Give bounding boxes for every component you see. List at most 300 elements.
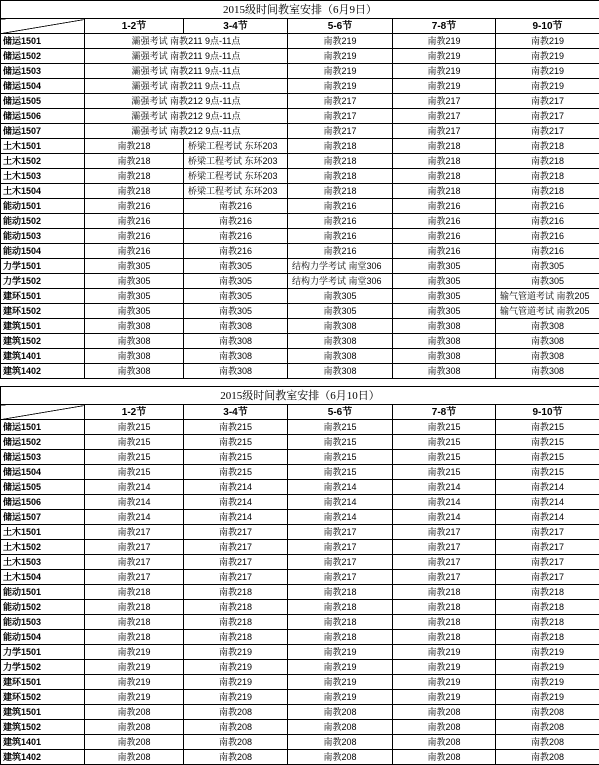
class-name-cell: 土木1501 (1, 139, 85, 154)
period-header: 3-4节 (184, 19, 288, 34)
room-cell: 南教305 (288, 289, 393, 304)
room-cell: 南教215 (184, 435, 288, 450)
class-name-cell: 建筑1401 (1, 735, 85, 750)
room-cell: 灞强考试 南教211 9点-11点 (85, 34, 288, 49)
room-cell: 南教218 (393, 139, 496, 154)
room-cell: 南教219 (288, 34, 393, 49)
room-cell: 南教308 (393, 364, 496, 379)
room-cell: 南教208 (393, 720, 496, 735)
room-cell: 南教216 (496, 199, 599, 214)
table-row (1, 184, 599, 199)
class-name-cell: 建环1501 (1, 675, 85, 690)
room-cell: 南教219 (184, 675, 288, 690)
class-name-cell: 能动1503 (1, 229, 85, 244)
room-cell: 南教219 (288, 660, 393, 675)
room-cell: 桥梁工程考试 东环203 (184, 184, 288, 199)
room-cell: 南教218 (288, 169, 393, 184)
room-cell: 南教208 (496, 705, 599, 720)
room-cell: 南教219 (288, 64, 393, 79)
room-cell: 南教217 (184, 540, 288, 555)
room-cell: 南教208 (184, 735, 288, 750)
room-cell: 南教216 (288, 244, 393, 259)
class-name-cell: 储运1505 (1, 94, 85, 109)
room-cell: 南教308 (184, 349, 288, 364)
table-row (1, 555, 599, 570)
room-cell: 南教305 (288, 304, 393, 319)
room-cell: 南教217 (85, 525, 184, 540)
class-name-cell: 建筑1401 (1, 349, 85, 364)
class-name-cell: 储运1505 (1, 480, 85, 495)
room-cell: 南教219 (393, 79, 496, 94)
room-cell: 南教217 (288, 555, 393, 570)
room-cell: 南教219 (496, 34, 599, 49)
room-cell: 南教305 (393, 289, 496, 304)
room-cell: 南教216 (184, 229, 288, 244)
class-name-cell: 储运1506 (1, 109, 85, 124)
period-header: 3-4节 (184, 405, 288, 420)
room-cell: 南教217 (496, 109, 599, 124)
room-cell: 南教219 (393, 690, 496, 705)
room-cell: 南教219 (393, 645, 496, 660)
title-row (1, 1, 599, 19)
room-cell: 南教216 (288, 214, 393, 229)
room-cell: 南教219 (288, 690, 393, 705)
room-cell: 南教218 (496, 600, 599, 615)
room-cell: 南教215 (288, 465, 393, 480)
room-cell: 南教217 (496, 570, 599, 585)
room-cell: 南教217 (288, 109, 393, 124)
class-name-cell: 能动1504 (1, 630, 85, 645)
room-cell: 南教216 (393, 214, 496, 229)
table-row (1, 274, 599, 289)
room-cell: 南教217 (184, 555, 288, 570)
room-cell: 结构力学考试 南堂306 (288, 274, 393, 289)
class-name-cell: 土木1504 (1, 184, 85, 199)
room-cell: 南教217 (393, 525, 496, 540)
table-row (1, 675, 599, 690)
room-cell: 南教218 (85, 600, 184, 615)
table-row (1, 94, 599, 109)
room-cell: 南教217 (288, 540, 393, 555)
room-cell: 南教215 (85, 420, 184, 435)
room-cell: 南教308 (85, 364, 184, 379)
class-name-cell: 储运1503 (1, 450, 85, 465)
room-cell: 南教217 (85, 555, 184, 570)
room-cell: 南教217 (496, 94, 599, 109)
room-cell: 南教305 (85, 304, 184, 319)
room-cell: 南教214 (85, 495, 184, 510)
room-cell: 南教218 (85, 169, 184, 184)
room-cell: 南教308 (496, 334, 599, 349)
room-cell: 南教216 (496, 244, 599, 259)
table-row (1, 480, 599, 495)
room-cell: 南教218 (288, 139, 393, 154)
room-cell: 南教208 (85, 705, 184, 720)
table-row (1, 705, 599, 720)
room-cell: 南教215 (85, 450, 184, 465)
room-cell: 南教219 (496, 79, 599, 94)
room-cell: 南教305 (184, 259, 288, 274)
room-cell: 南教217 (288, 570, 393, 585)
room-cell: 南教216 (288, 229, 393, 244)
table-row (1, 420, 599, 435)
room-cell: 南教219 (184, 660, 288, 675)
table-row (1, 510, 599, 525)
room-cell: 南教215 (184, 465, 288, 480)
room-cell: 南教217 (393, 109, 496, 124)
table-row (1, 214, 599, 229)
table-row (1, 570, 599, 585)
room-cell: 南教308 (393, 319, 496, 334)
room-cell: 南教219 (496, 49, 599, 64)
room-cell: 南教219 (85, 660, 184, 675)
room-cell: 南教305 (184, 289, 288, 304)
room-cell: 南教215 (496, 450, 599, 465)
table-row (1, 304, 599, 319)
room-cell: 南教217 (288, 94, 393, 109)
room-cell: 南教305 (393, 304, 496, 319)
header-row (1, 405, 599, 420)
class-name-cell: 建环1501 (1, 289, 85, 304)
room-cell: 南教214 (184, 495, 288, 510)
room-cell: 桥梁工程考试 东环203 (184, 154, 288, 169)
room-cell: 南教219 (184, 690, 288, 705)
table-row (1, 465, 599, 480)
room-cell: 南教218 (288, 600, 393, 615)
room-cell: 南教217 (393, 570, 496, 585)
room-cell: 灞强考试 南教212 9点-11点 (85, 124, 288, 139)
room-cell: 灞强考试 南教212 9点-11点 (85, 94, 288, 109)
room-cell: 桥梁工程考试 东环203 (184, 139, 288, 154)
room-cell: 南教215 (496, 420, 599, 435)
room-cell: 南教218 (184, 630, 288, 645)
room-cell: 南教218 (85, 630, 184, 645)
room-cell: 南教308 (184, 364, 288, 379)
table-row (1, 169, 599, 184)
room-cell: 南教218 (288, 154, 393, 169)
room-cell: 南教308 (85, 349, 184, 364)
table-row (1, 540, 599, 555)
room-cell: 南教218 (496, 184, 599, 199)
title-row (1, 387, 599, 405)
room-cell: 南教217 (184, 525, 288, 540)
table-row (1, 319, 599, 334)
room-cell: 南教208 (288, 735, 393, 750)
class-name-cell: 储运1506 (1, 495, 85, 510)
room-cell: 南教308 (85, 319, 184, 334)
table-row (1, 124, 599, 139)
room-cell: 南教219 (288, 675, 393, 690)
room-cell: 南教218 (496, 154, 599, 169)
room-cell: 南教208 (288, 750, 393, 765)
room-cell: 南教217 (288, 525, 393, 540)
room-cell: 南教216 (85, 214, 184, 229)
table-row (1, 259, 599, 274)
room-cell: 南教218 (85, 615, 184, 630)
room-cell: 南教305 (393, 259, 496, 274)
table-row (1, 585, 599, 600)
room-cell: 南教215 (184, 420, 288, 435)
room-cell: 南教215 (496, 435, 599, 450)
room-cell: 南教218 (393, 169, 496, 184)
class-name-cell: 土木1501 (1, 525, 85, 540)
room-cell: 南教219 (393, 675, 496, 690)
class-name-cell: 土木1504 (1, 570, 85, 585)
table-title: 2015级时间教室安排（6月10日） (1, 387, 599, 405)
class-name-cell: 储运1504 (1, 465, 85, 480)
table-row (1, 450, 599, 465)
room-cell: 南教208 (496, 735, 599, 750)
class-name-cell: 储运1507 (1, 124, 85, 139)
room-cell: 南教218 (393, 585, 496, 600)
room-cell: 南教216 (184, 199, 288, 214)
table-row (1, 229, 599, 244)
room-cell: 南教208 (496, 720, 599, 735)
room-cell: 南教216 (393, 229, 496, 244)
table-row (1, 199, 599, 214)
room-cell: 南教215 (288, 450, 393, 465)
table-row (1, 660, 599, 675)
room-cell: 南教214 (393, 480, 496, 495)
room-cell: 南教308 (288, 334, 393, 349)
room-cell: 南教219 (496, 660, 599, 675)
room-cell: 南教216 (85, 199, 184, 214)
table-row (1, 334, 599, 349)
room-cell: 南教214 (393, 510, 496, 525)
room-cell: 南教219 (393, 660, 496, 675)
room-cell: 南教217 (496, 124, 599, 139)
room-cell: 南教216 (288, 199, 393, 214)
class-name-cell: 土木1503 (1, 169, 85, 184)
class-name-cell: 力学1502 (1, 274, 85, 289)
room-cell: 南教216 (393, 199, 496, 214)
table-row (1, 289, 599, 304)
room-cell: 南教305 (496, 259, 599, 274)
room-cell: 结构力学考试 南堂306 (288, 259, 393, 274)
corner-header-cell (1, 19, 85, 34)
room-cell: 南教218 (85, 139, 184, 154)
table-row (1, 690, 599, 705)
room-cell: 南教216 (393, 244, 496, 259)
room-cell: 南教208 (85, 720, 184, 735)
room-cell: 南教219 (496, 645, 599, 660)
room-cell: 南教219 (184, 645, 288, 660)
room-cell: 南教214 (288, 495, 393, 510)
room-cell: 南教208 (184, 750, 288, 765)
class-name-cell: 土木1503 (1, 555, 85, 570)
table-title: 2015级时间教室安排（6月9日） (1, 1, 599, 19)
table-row (1, 79, 599, 94)
room-cell: 南教214 (184, 510, 288, 525)
class-name-cell: 力学1501 (1, 259, 85, 274)
room-cell: 南教219 (393, 34, 496, 49)
period-header: 7-8节 (393, 405, 496, 420)
class-name-cell: 能动1504 (1, 244, 85, 259)
room-cell: 南教218 (184, 615, 288, 630)
period-header: 5-6节 (288, 405, 393, 420)
room-cell: 南教308 (184, 319, 288, 334)
class-name-cell: 储运1503 (1, 64, 85, 79)
table-row (1, 34, 599, 49)
room-cell: 南教215 (393, 420, 496, 435)
class-name-cell: 土木1502 (1, 540, 85, 555)
schedule-body-june-10 (1, 387, 599, 765)
room-cell: 南教218 (393, 630, 496, 645)
room-cell: 灞强考试 南教211 9点-11点 (85, 79, 288, 94)
room-cell: 南教208 (288, 705, 393, 720)
room-cell: 南教218 (496, 169, 599, 184)
table-row (1, 615, 599, 630)
table-row (1, 139, 599, 154)
header-row (1, 19, 599, 34)
class-name-cell: 建环1502 (1, 690, 85, 705)
room-cell: 南教208 (393, 750, 496, 765)
room-cell: 南教218 (496, 585, 599, 600)
room-cell: 南教217 (393, 124, 496, 139)
table-row (1, 645, 599, 660)
room-cell: 南教208 (393, 735, 496, 750)
table-row (1, 244, 599, 259)
room-cell: 南教308 (288, 319, 393, 334)
room-cell: 南教219 (288, 79, 393, 94)
table-row (1, 109, 599, 124)
room-cell: 南教217 (393, 540, 496, 555)
room-cell: 南教218 (288, 585, 393, 600)
room-cell: 南教215 (184, 450, 288, 465)
room-cell: 灞强考试 南教211 9点-11点 (85, 49, 288, 64)
room-cell: 南教305 (184, 274, 288, 289)
room-cell: 南教218 (288, 184, 393, 199)
table-row (1, 64, 599, 79)
schedule-table-june-9 (0, 0, 599, 379)
room-cell: 南教218 (184, 600, 288, 615)
class-name-cell: 能动1502 (1, 214, 85, 229)
room-cell: 南教208 (288, 720, 393, 735)
room-cell: 南教308 (393, 334, 496, 349)
room-cell: 南教217 (85, 570, 184, 585)
class-name-cell: 建筑1501 (1, 705, 85, 720)
room-cell: 南教214 (496, 480, 599, 495)
room-cell: 南教214 (496, 510, 599, 525)
room-cell: 南教219 (393, 49, 496, 64)
class-name-cell: 储运1501 (1, 34, 85, 49)
period-header: 9-10节 (496, 405, 599, 420)
room-cell: 南教217 (85, 540, 184, 555)
table-row (1, 349, 599, 364)
class-name-cell: 建筑1502 (1, 720, 85, 735)
room-cell: 南教215 (85, 465, 184, 480)
room-cell: 南教214 (496, 495, 599, 510)
room-cell: 南教217 (496, 525, 599, 540)
room-cell: 南教308 (288, 364, 393, 379)
room-cell: 灞强考试 南教212 9点-11点 (85, 109, 288, 124)
class-name-cell: 能动1503 (1, 615, 85, 630)
room-cell: 南教214 (288, 510, 393, 525)
room-cell: 南教219 (85, 690, 184, 705)
room-cell: 南教305 (184, 304, 288, 319)
room-cell: 南教305 (85, 289, 184, 304)
room-cell: 南教305 (393, 274, 496, 289)
room-cell: 南教219 (496, 690, 599, 705)
room-cell: 南教214 (85, 510, 184, 525)
room-cell: 南教219 (85, 645, 184, 660)
room-cell: 南教214 (288, 480, 393, 495)
room-cell: 南教215 (393, 435, 496, 450)
schedule-body-june-9 (1, 1, 599, 379)
room-cell: 南教215 (496, 465, 599, 480)
room-cell: 南教208 (496, 750, 599, 765)
table-row (1, 154, 599, 169)
class-name-cell: 建筑1402 (1, 364, 85, 379)
period-header: 1-2节 (85, 405, 184, 420)
corner-header-cell (1, 405, 85, 420)
room-cell: 南教308 (393, 349, 496, 364)
class-name-cell: 储运1504 (1, 79, 85, 94)
room-cell: 南教219 (393, 64, 496, 79)
class-name-cell: 力学1502 (1, 660, 85, 675)
table-row (1, 750, 599, 765)
room-cell: 南教215 (85, 435, 184, 450)
room-cell: 南教216 (85, 244, 184, 259)
period-header: 9-10节 (496, 19, 599, 34)
period-header: 5-6节 (288, 19, 393, 34)
table-row (1, 735, 599, 750)
class-name-cell: 储运1501 (1, 420, 85, 435)
room-cell: 南教308 (496, 319, 599, 334)
room-cell: 南教218 (288, 615, 393, 630)
class-name-cell: 建筑1502 (1, 334, 85, 349)
room-cell: 南教305 (85, 274, 184, 289)
room-cell: 南教216 (184, 244, 288, 259)
room-cell: 输气管道考试 南教205 (496, 304, 599, 319)
room-cell: 南教217 (393, 555, 496, 570)
room-cell: 灞强考试 南教211 9点-11点 (85, 64, 288, 79)
room-cell: 南教308 (184, 334, 288, 349)
table-row (1, 525, 599, 540)
room-cell: 南教308 (496, 349, 599, 364)
class-name-cell: 储运1502 (1, 49, 85, 64)
room-cell: 南教214 (184, 480, 288, 495)
room-cell: 南教218 (85, 154, 184, 169)
room-cell: 南教218 (288, 630, 393, 645)
room-cell: 南教305 (85, 259, 184, 274)
room-cell: 南教218 (496, 615, 599, 630)
room-cell: 南教219 (288, 645, 393, 660)
room-cell: 南教218 (85, 184, 184, 199)
class-name-cell: 土木1502 (1, 154, 85, 169)
room-cell: 南教305 (496, 274, 599, 289)
room-cell: 南教218 (393, 184, 496, 199)
room-cell: 南教217 (393, 94, 496, 109)
room-cell: 南教215 (288, 435, 393, 450)
room-cell: 南教218 (496, 139, 599, 154)
room-cell: 南教216 (496, 229, 599, 244)
room-cell: 南教214 (393, 495, 496, 510)
room-cell: 南教217 (288, 124, 393, 139)
table-row (1, 600, 599, 615)
table-row (1, 630, 599, 645)
room-cell: 南教308 (85, 334, 184, 349)
table-row (1, 495, 599, 510)
room-cell: 南教214 (85, 480, 184, 495)
table-row (1, 364, 599, 379)
room-cell: 南教217 (496, 540, 599, 555)
room-cell: 南教216 (496, 214, 599, 229)
class-name-cell: 能动1501 (1, 199, 85, 214)
period-header: 1-2节 (85, 19, 184, 34)
room-cell: 南教215 (288, 420, 393, 435)
room-cell: 南教216 (85, 229, 184, 244)
